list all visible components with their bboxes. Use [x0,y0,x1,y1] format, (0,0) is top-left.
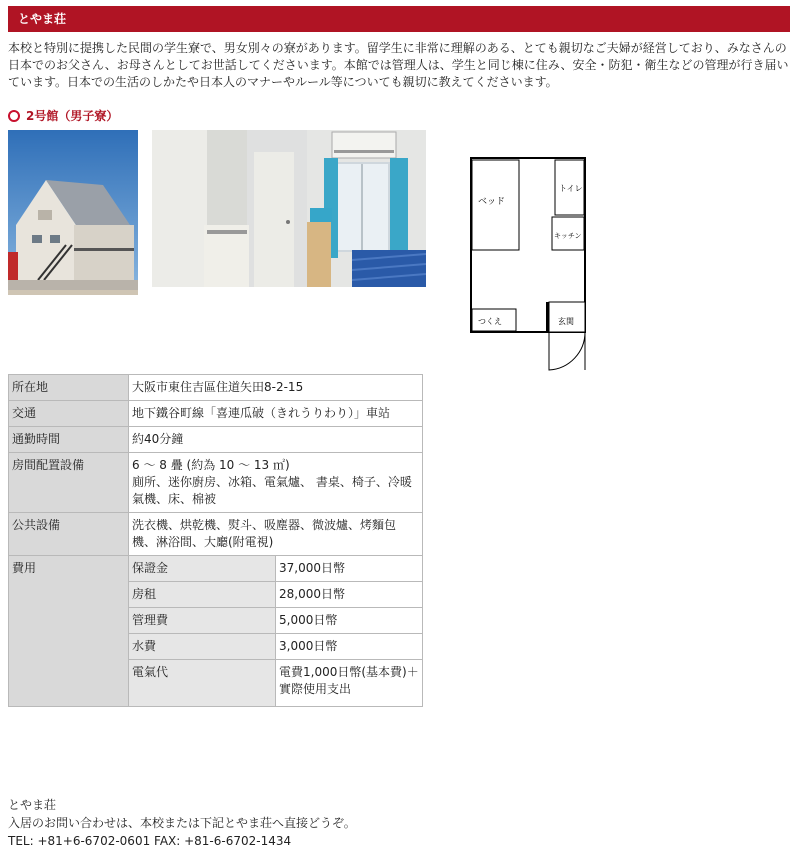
plan-entrance-label: 玄関 [558,317,574,326]
room-interior-photo [152,130,426,287]
shared-value: 洗衣機、烘乾機、熨斗、吸塵器、微波爐、烤麵包機、淋浴間、大廳(附電視) [129,513,423,556]
fee-name: 電氣代 [129,660,276,707]
room-equipment: 廁所、迷你廚房、冰箱、電氣爐、 書桌、椅子、冷暖氣機、床、棉被 [132,475,412,506]
fees-label: 費用 [9,556,129,707]
fee-value: 28,000日幣 [276,582,423,608]
plan-bed-label: ベッド [478,197,506,207]
contact-note: 入居のお問い合わせは、本校または下記とやま荘へ直接どうぞ。 [8,816,356,830]
table-row [9,401,423,427]
fee-name: 保證金 [129,556,276,582]
plan-kitchen-label: キッチン [554,232,582,240]
circle-bullet-icon [8,110,20,122]
fee-name: 房租 [129,582,276,608]
intro-text: 本校と特別に提携した民間の学生寮で、男女別々の寮があります。留学生に非常に理解のある、とても親切なご夫婦が経営しており、みなさんの日本でのお父さん、お母さんとしてお世話してくださいます。本館では管理人は、学生と同じ棟に住み、安全・防犯・衛生などの管理が行き届いています。日本での生活のしかたや日本人のマナーやルール等についても親切に教えてくださいます。 [8,41,789,89]
floor-plan [466,152,590,375]
contact-phone: TEL: +81+6-6702-0601 FAX: +81-6-6702-1434 [8,834,292,848]
building-photo [8,130,138,295]
fee-value: 37,000日幣 [276,556,423,582]
page-title: とやま荘 [18,12,67,26]
table-row [9,513,423,556]
contact-block [8,796,356,850]
fee-name: 水費 [129,634,276,660]
fee-value: 電費1,000日幣(基本費)＋實際使用支出 [276,660,423,707]
commute-value: 約40分鐘 [129,427,423,453]
fee-name: 管理費 [129,608,276,634]
table-row [9,453,423,513]
contact-name: とやま荘 [8,798,57,812]
fee-value: 3,000日幣 [276,634,423,660]
plan-toilet-label: トイレ [559,184,583,193]
room-label: 房間配置設備 [9,453,129,513]
table-row [9,375,423,401]
shared-label: 公共設備 [9,513,129,556]
address-value: 大阪市東住吉區住道矢田8-2-15 [129,375,423,401]
plan-desk-label: つくえ [478,317,502,326]
room-value [129,453,423,513]
dorm-info-table [8,374,423,707]
transport-value: 地下鐵谷町線「喜連瓜破（きれうりわり）」車站 [129,401,423,427]
section-heading [8,107,118,124]
room-size: 6 ～ 8 疊 (約為 10 ～ 13 ㎡) [132,458,290,472]
fee-value: 5,000日幣 [276,608,423,634]
table-row [9,556,423,582]
section-heading-label: 2号館（男子寮） [26,109,119,123]
transport-label: 交通 [9,401,129,427]
table-row [9,427,423,453]
address-label: 所在地 [9,375,129,401]
commute-label: 通勤時間 [9,427,129,453]
page-header [8,6,790,32]
